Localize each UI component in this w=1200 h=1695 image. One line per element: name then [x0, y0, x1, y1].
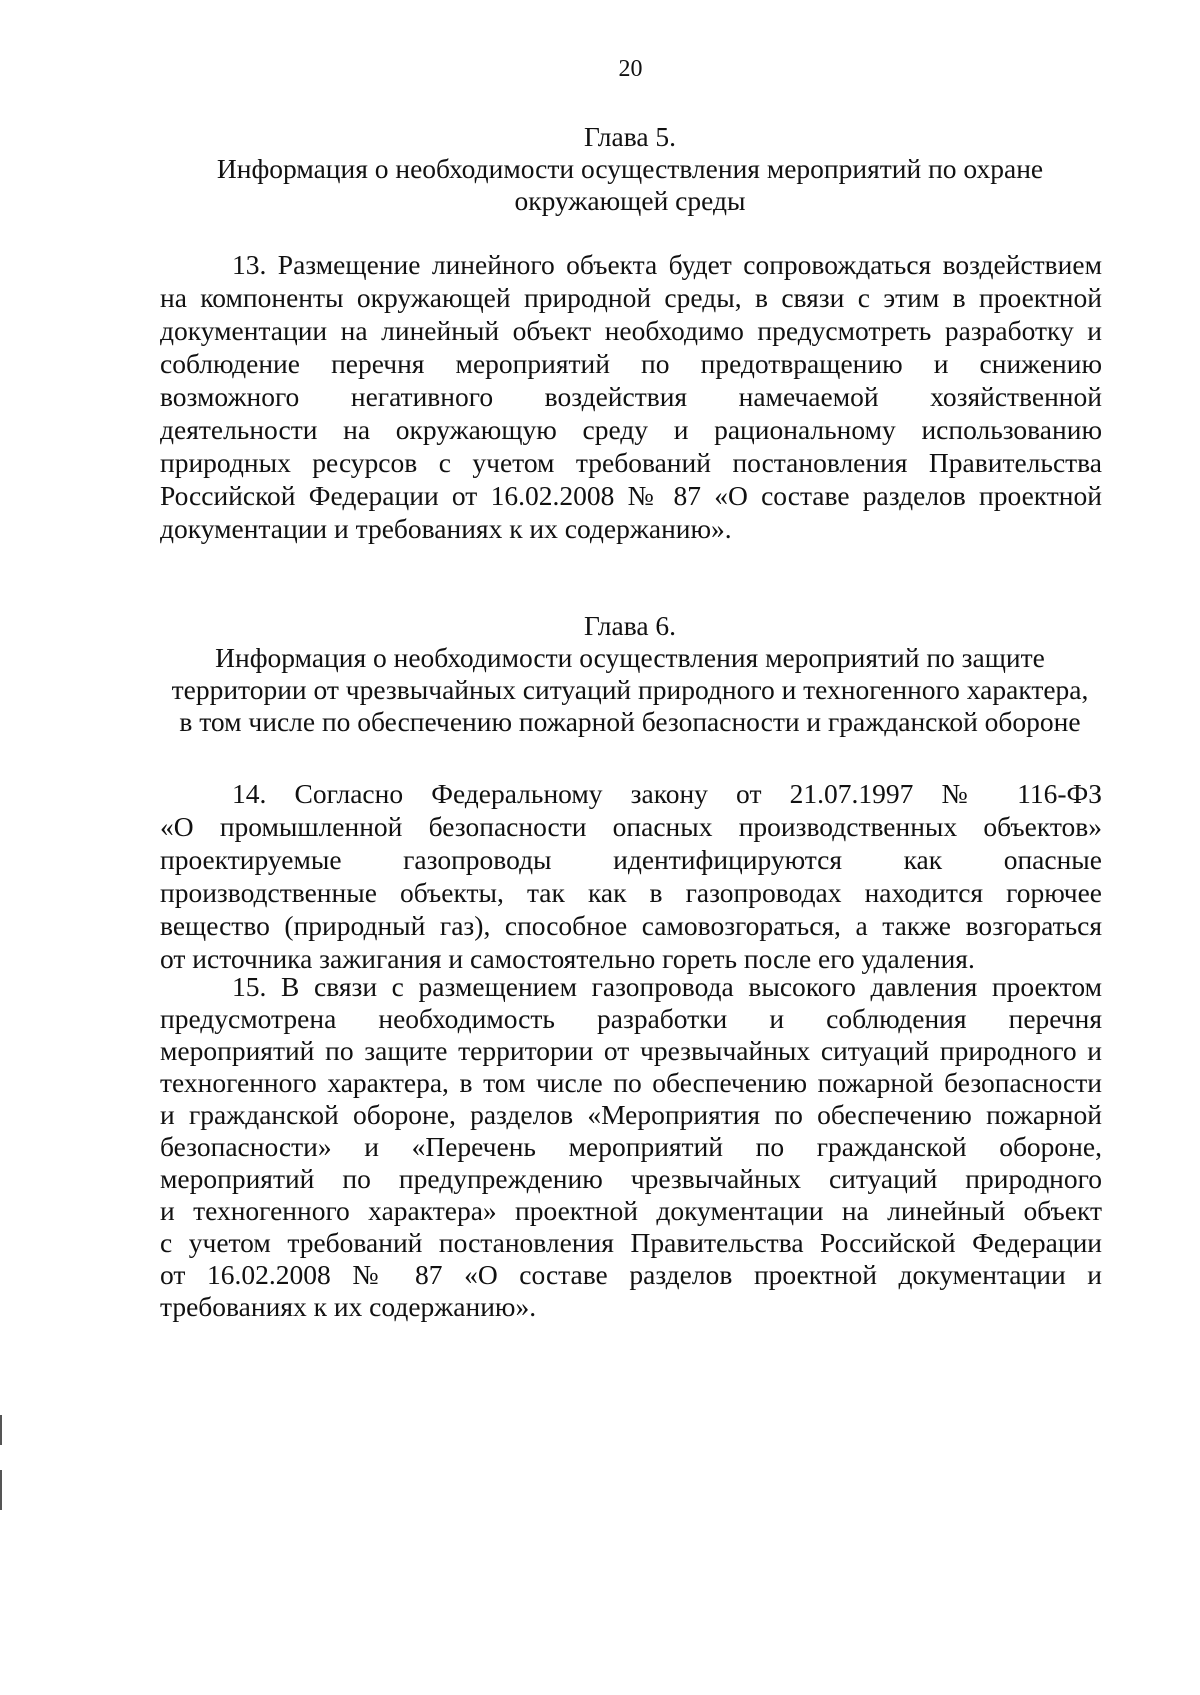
chapter-5-heading: [150, 121, 1110, 217]
paragraph-14: [160, 777, 1102, 975]
chapter-6-subtitle-line: Информация о необходимости осуществления мероприятий по защите: [215, 642, 1045, 673]
paragraph-line: безопасности» и «Перечень мероприятий по гражданской обороне,: [160, 1131, 1102, 1162]
paragraph-line: мероприятий по защите территории от чрезвычайных ситуаций природного и: [160, 1035, 1102, 1066]
paragraph-line: соблюдение перечня мероприятий по предотвращению и снижению: [160, 348, 1102, 379]
page-number: 20: [618, 56, 643, 82]
paragraph-line: с учетом требований постановления Правительства Российской Федерации: [160, 1227, 1102, 1258]
paragraph-line: 15. В связи с размещением газопровода высокого давления проектом: [232, 971, 1102, 1002]
paragraph-line: возможного негативного воздействия намечаемой хозяйственной: [160, 381, 1102, 412]
chapter-6-title: Глава 6.: [583, 610, 677, 641]
paragraph-line: деятельности на окружающую среду и рациональному использованию: [160, 414, 1102, 445]
paragraph-line: вещество (природный газ), способное самовозгораться, а также возгораться: [160, 910, 1102, 941]
chapter-5-subtitle-line: окружающей среды: [514, 185, 746, 216]
paragraph-15: [160, 971, 1102, 1323]
paragraph-line: мероприятий по предупреждению чрезвычайных ситуаций природного: [160, 1163, 1102, 1194]
paragraph-line: от источника зажигания и самостоятельно гореть после его удаления.: [160, 943, 975, 974]
paragraph-line: 13. Размещение линейного объекта будет сопровождаться воздействием: [232, 249, 1102, 280]
paragraph-13: [160, 248, 1102, 545]
chapter-6-heading: [150, 610, 1110, 738]
scan-edge-mark: [0, 1470, 2, 1510]
paragraph-line: производственные объекты, так как в газопроводах находится горючее: [160, 877, 1102, 908]
paragraph-line: 14. Согласно Федеральному закону от 21.07.1997 № 116-ФЗ: [232, 778, 1102, 809]
paragraph-line: и техногенного характера» проектной документации на линейный объект: [160, 1195, 1102, 1226]
scan-edge-mark: [0, 1415, 2, 1445]
paragraph-line: требованиях к их содержанию».: [160, 1291, 537, 1322]
paragraph-line: предусмотрена необходимость разработки и соблюдения перечня: [160, 1003, 1102, 1034]
paragraph-line: и гражданской обороне, разделов «Мероприятия по обеспечению пожарной: [160, 1099, 1102, 1130]
chapter-6-subtitle-line: территории от чрезвычайных ситуаций природного и техногенного характера,: [171, 674, 1089, 705]
paragraph-line: Российской Федерации от 16.02.2008 № 87 «О составе разделов проектной: [160, 480, 1102, 511]
paragraph-line: от 16.02.2008 № 87 «О составе разделов проектной документации и: [160, 1259, 1102, 1290]
chapter-6-subtitle-line: в том числе по обеспечению пожарной безопасности и гражданской обороне: [179, 706, 1081, 737]
chapter-5-title: Глава 5.: [583, 121, 677, 152]
paragraph-line: документации и требованиях к их содержанию».: [160, 513, 732, 544]
paragraph-line: документации на линейный объект необходимо предусмотреть разработку и: [160, 315, 1102, 346]
paragraph-line: природных ресурсов с учетом требований постановления Правительства: [160, 447, 1102, 478]
paragraph-line: проектируемые газопроводы идентифицируются как опасные: [160, 844, 1102, 875]
chapter-5-subtitle-line: Информация о необходимости осуществления мероприятий по охране: [216, 153, 1044, 184]
paragraph-line: техногенного характера, в том числе по обеспечению пожарной безопасности: [160, 1067, 1102, 1098]
paragraph-line: на компоненты окружающей природной среды, в связи с этим в проектной: [160, 282, 1102, 313]
paragraph-line: «О промышленной безопасности опасных производственных объектов»: [160, 811, 1102, 842]
